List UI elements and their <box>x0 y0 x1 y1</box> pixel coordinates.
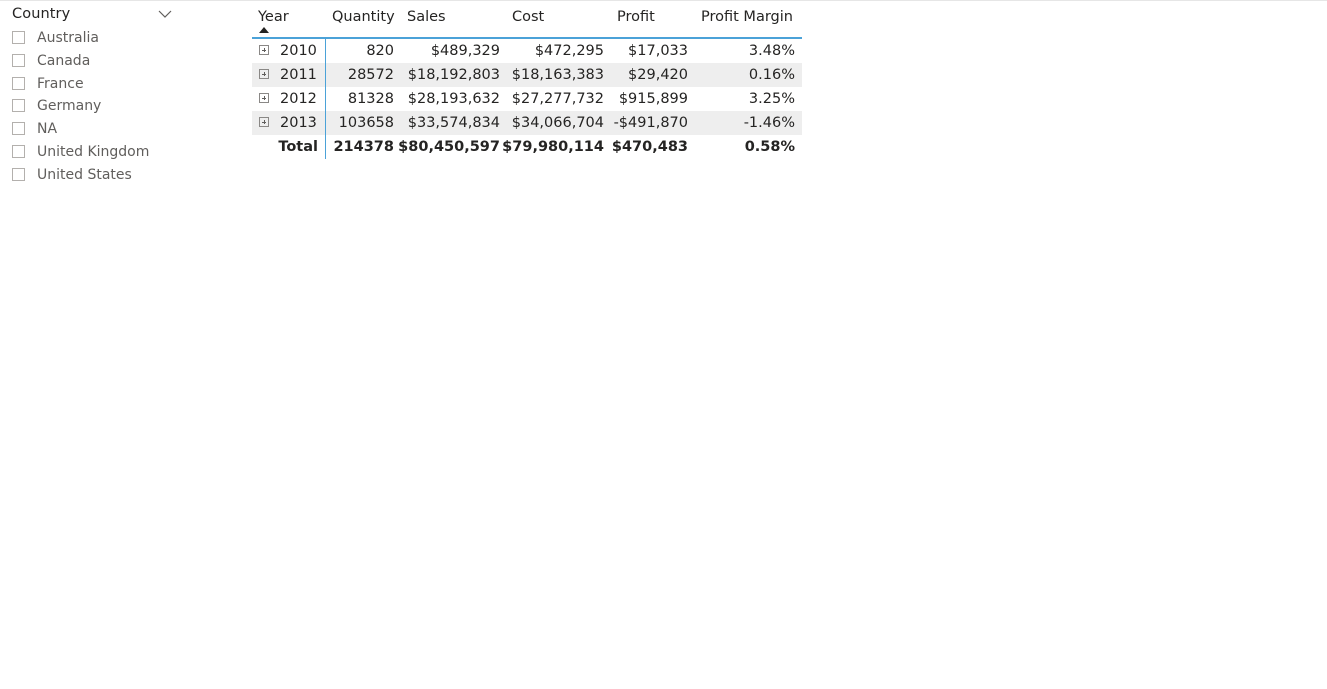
slicer-title: Country <box>12 6 71 22</box>
profit-cell: $915,899 <box>618 91 688 107</box>
expand-icon[interactable] <box>259 117 269 127</box>
cost-cell: $34,066,704 <box>511 115 604 131</box>
column-header-cost[interactable]: Cost <box>512 9 545 25</box>
checkbox[interactable] <box>12 31 25 44</box>
slicer-item-label: Germany <box>37 98 102 115</box>
table-row <box>252 111 802 135</box>
column-divider <box>325 63 326 87</box>
cost-cell: $18,163,383 <box>511 67 604 83</box>
checkbox[interactable] <box>12 99 25 112</box>
column-header-year[interactable]: Year <box>258 9 289 25</box>
checkbox[interactable] <box>12 122 25 135</box>
checkbox[interactable] <box>12 77 25 90</box>
slicer-item-australia[interactable] <box>12 30 149 53</box>
profit-cell: $17,033 <box>628 43 688 59</box>
profit-margin-cell: 0.16% <box>748 67 795 83</box>
column-divider <box>325 87 326 111</box>
total-sales-cell: $80,450,597 <box>398 139 500 155</box>
slicer-item-label: NA <box>37 121 58 138</box>
slicer-item-label: France <box>37 75 84 92</box>
slicer-item-france[interactable] <box>12 76 149 99</box>
total-label: Total <box>278 139 318 155</box>
column-header-profit-margin[interactable]: Profit Margin <box>701 9 793 25</box>
sales-cell: $489,329 <box>430 43 500 59</box>
profit-margin-cell: 3.48% <box>748 43 795 59</box>
total-cost-cell: $79,980,114 <box>502 139 604 155</box>
quantity-cell: 103658 <box>338 115 394 131</box>
chevron-down-icon[interactable] <box>158 6 172 20</box>
year-cell: 2012 <box>280 91 317 107</box>
table-row <box>252 39 802 63</box>
total-profit-margin-cell: 0.58% <box>744 139 795 155</box>
table-row <box>252 63 802 87</box>
slicer-item-united-kingdom[interactable] <box>12 144 149 167</box>
slicer-item-label: United States <box>37 166 132 183</box>
slicer-item-canada[interactable] <box>12 53 149 76</box>
slicer-item-label: Australia <box>37 30 99 46</box>
year-cell: 2013 <box>280 115 317 131</box>
slicer-item-germany[interactable] <box>12 98 149 121</box>
checkbox[interactable] <box>12 54 25 67</box>
year-cell: 2010 <box>280 43 317 59</box>
column-header-profit[interactable]: Profit <box>617 9 655 25</box>
slicer-item-label: United Kingdom <box>37 143 150 160</box>
sort-ascending-icon[interactable] <box>259 27 269 33</box>
column-divider <box>325 111 326 135</box>
column-header-sales[interactable]: Sales <box>407 9 446 25</box>
slicer-header <box>12 4 182 26</box>
total-quantity-cell: 214378 <box>333 139 394 155</box>
total-row <box>252 135 802 159</box>
sales-cell: $28,193,632 <box>407 91 500 107</box>
sales-cell: $33,574,834 <box>407 115 500 131</box>
profit-margin-cell: 3.25% <box>748 91 795 107</box>
expand-icon[interactable] <box>259 69 269 79</box>
matrix-header <box>252 6 802 39</box>
column-divider <box>325 39 326 63</box>
top-border <box>0 0 1327 1</box>
checkbox[interactable] <box>12 168 25 181</box>
cost-cell: $27,277,732 <box>511 91 604 107</box>
slicer-item-label: Canada <box>37 52 91 69</box>
profit-cell: $29,420 <box>628 67 688 83</box>
matrix-table <box>252 6 802 159</box>
country-slicer <box>12 4 182 183</box>
quantity-cell: 820 <box>366 43 394 59</box>
column-header-quantity[interactable]: Quantity <box>332 9 395 25</box>
profit-cell: -$491,870 <box>613 115 688 131</box>
year-cell: 2011 <box>280 67 317 83</box>
total-profit-cell: $470,483 <box>611 139 688 155</box>
quantity-cell: 81328 <box>347 91 394 107</box>
column-divider <box>325 135 326 159</box>
slicer-list <box>12 30 149 190</box>
sales-cell: $18,192,803 <box>407 67 500 83</box>
table-row <box>252 87 802 111</box>
profit-margin-cell: -1.46% <box>743 115 795 131</box>
expand-icon[interactable] <box>259 45 269 55</box>
checkbox[interactable] <box>12 145 25 158</box>
slicer-item-united-states[interactable] <box>12 167 149 190</box>
slicer-item-na[interactable] <box>12 121 149 144</box>
expand-icon[interactable] <box>259 93 269 103</box>
cost-cell: $472,295 <box>534 43 604 59</box>
quantity-cell: 28572 <box>347 67 394 83</box>
